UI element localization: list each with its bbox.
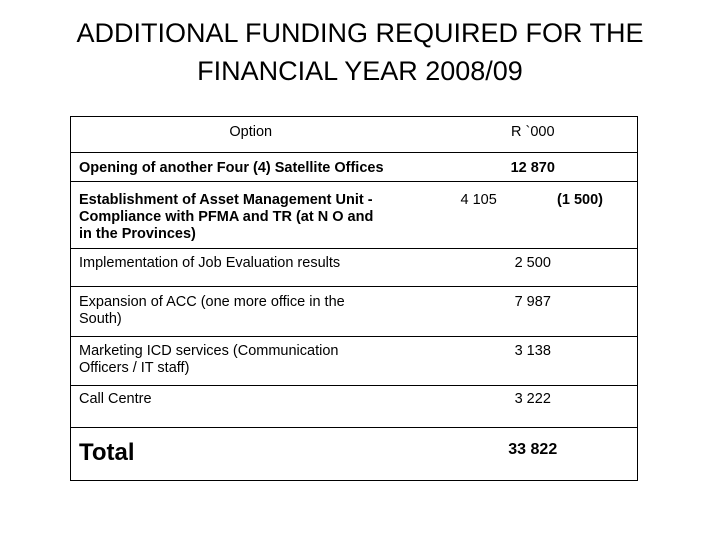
row-option-line: Compliance with PFMA and TR (at N O and [79,209,374,225]
header-amount: R `000 [429,117,638,153]
table-row [71,287,638,337]
row-amount: 2 500 [429,249,638,287]
row-amount: 3 222 [429,386,638,428]
row-amount [429,182,638,249]
row-option-line: Expansion of ACC (one more office in the [79,294,345,310]
title-line-1: ADDITIONAL FUNDING REQUIRED FOR THE [76,18,644,48]
total-amount: 33 822 [508,441,558,458]
row-option-line: Marketing ICD services (Communication [79,343,339,359]
total-label: Total [79,439,135,466]
table-header-row [71,117,638,153]
row-option-line: South) [79,311,122,327]
row-option [71,182,429,249]
row-option: Call Centre [71,386,429,428]
row-option-line: Establishment of Asset Management Unit - [79,192,373,208]
row-amount: 12 870 [429,153,638,182]
table-row [71,249,638,287]
row-option [71,337,429,386]
row-option [71,287,429,337]
row-amount-secondary: (1 500) [557,192,603,208]
funding-table [70,116,638,481]
row-amount: 7 987 [429,287,638,337]
table-row [71,182,638,249]
header-option: Option [71,117,429,153]
title-line-2: FINANCIAL YEAR 2008/09 [197,56,523,86]
row-amount: 3 138 [429,337,638,386]
table-row [71,153,638,182]
table-row [71,386,638,428]
table-row [71,337,638,386]
row-option-line: in the Provinces) [79,226,196,242]
row-option: Implementation of Job Evaluation results [71,249,429,287]
total-row [71,428,638,481]
row-option-line: Officers / IT staff) [79,360,190,376]
row-option: Opening of another Four (4) Satellite Offices [71,153,429,182]
row-amount-primary: 4 105 [460,192,497,208]
page-title [20,14,700,90]
